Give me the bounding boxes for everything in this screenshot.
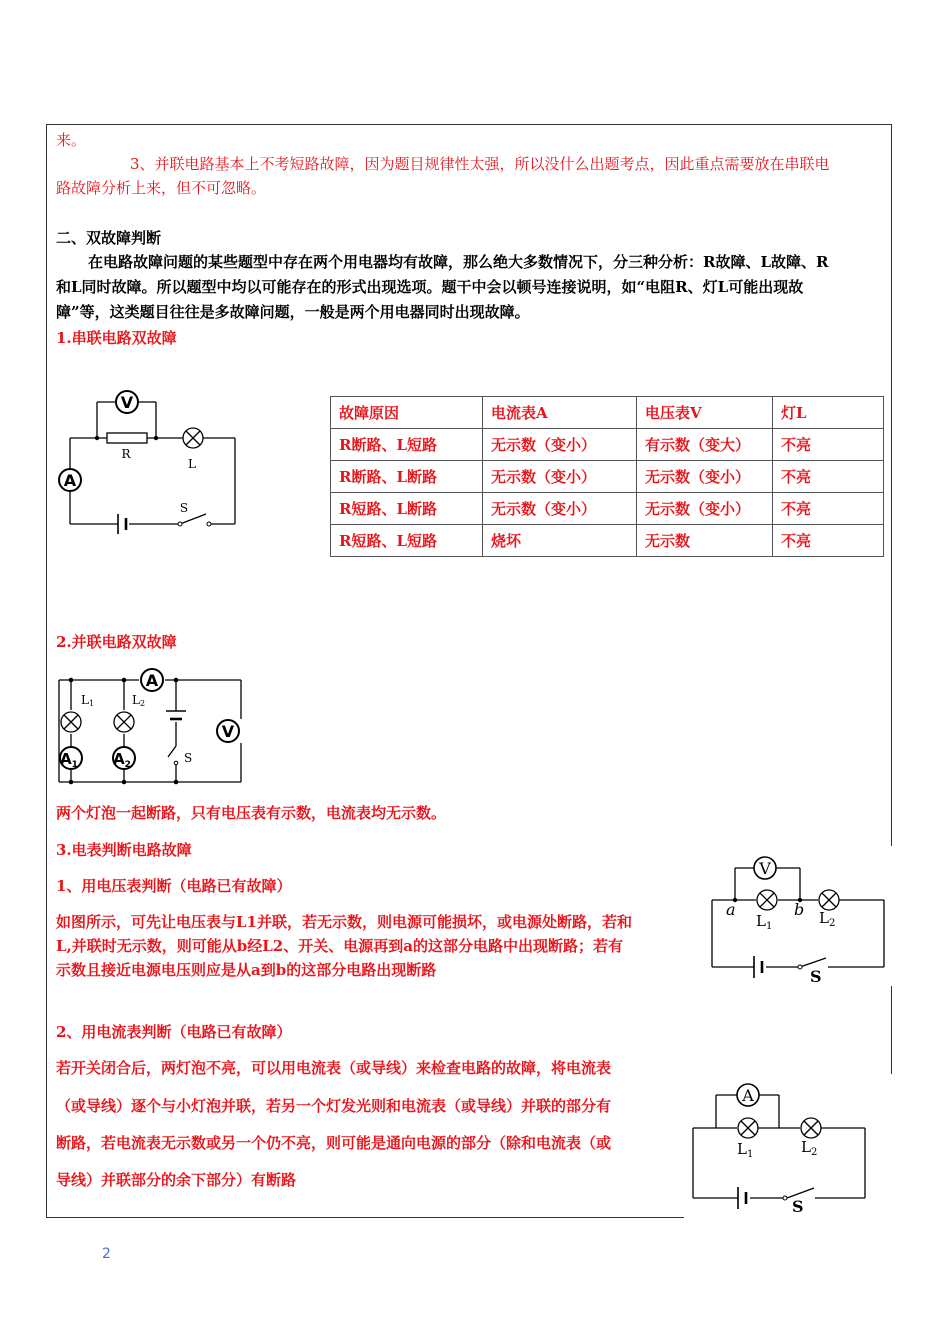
series-circuit-diagram (56, 390, 236, 540)
table-cell: 不亮 (773, 525, 884, 557)
lamp-l2-label: L2 (132, 693, 146, 708)
table-cell: R短路、L断路 (331, 493, 483, 525)
table-cell: 烧坏 (483, 525, 637, 557)
ammeter-a2-icon (113, 747, 135, 770)
fault-table (330, 396, 884, 557)
table-cell: 无示数（变小） (483, 493, 637, 525)
table-cell: R短路、L短路 (331, 525, 483, 557)
switch-label: S (810, 967, 822, 986)
parallel-conclusion: 两个灯泡一起断路，只有电压表有示数，电流表均无示数。 (56, 804, 447, 822)
ammeter-a1-icon (60, 747, 82, 770)
svg-text:A: A (742, 1086, 754, 1105)
table-cell: 无示数（变小） (637, 493, 773, 525)
table-cell: 不亮 (773, 493, 884, 525)
table-header-cell: 电流表A (483, 397, 637, 429)
parallel-heading: 2.并联电路双故障 (56, 633, 177, 651)
ammeter-method-line-1: 若开关闭合后，两灯泡不亮，可以用电流表（或导线）来检查电路的故障，将电流表 (56, 1059, 612, 1077)
lamp-l2-icon (801, 1118, 821, 1138)
lamp-l1-icon (61, 712, 81, 732)
voltmeter-method-line-2: L,并联时无示数，则可能从b经L2、开关、电源再到a的这部分电路中出现断路；若有 (56, 937, 623, 955)
voltmeter-icon (217, 720, 239, 742)
ammeter-method-line-4: 导线）并联部分的余下部分）有断路 (56, 1171, 297, 1189)
svg-text:V: V (221, 722, 235, 741)
intro-line-1: 来。 (56, 131, 87, 149)
voltmeter-icon (754, 857, 776, 879)
voltmeter-icon (116, 391, 138, 413)
node-a-label: a (726, 900, 736, 919)
section-paragraph-line-1: 在电路故障问题的某些题型中存在两个用电器均有故障，那么绝大多数情况下，分三种分析：R故障、L故障、R (88, 253, 829, 271)
svg-text:V: V (120, 393, 134, 412)
table-row (331, 493, 884, 525)
resistor-label: R (121, 447, 131, 461)
voltmeter-check-circuit (708, 852, 888, 986)
meter-heading: 3.电表判断电路故障 (56, 841, 192, 859)
series-heading: 1.串联电路双故障 (56, 329, 177, 347)
lamp-label: L (188, 457, 196, 471)
switch-label: S (184, 751, 193, 765)
table-cell: 无示数（变小） (483, 429, 637, 461)
table-header-row (331, 397, 884, 429)
table-cell: 不亮 (773, 461, 884, 493)
section-heading: 二、双故障判断 (56, 229, 162, 247)
svg-text:A1: $A_1$ (60, 750, 78, 770)
ammeter-method-heading: 2、用电流表判断（电路已有故障） (56, 1023, 292, 1041)
voltmeter-method-line-1: 如图所示，可先让电压表与L1并联，若无示数，则电源可能损坏，或电源处断路，若和 (56, 913, 632, 931)
table-header-cell: 电压表V (637, 397, 773, 429)
resistor-symbol (107, 433, 147, 443)
table-cell: R断路、L短路 (331, 429, 483, 461)
svg-text:V: V (759, 859, 771, 878)
voltmeter-method-line-3: 示数且接近电源电压则应是从a到b的这部分电路出现断路 (56, 961, 437, 979)
lamp-l1-label: L1 (81, 693, 95, 708)
table-header-cell: 故障原因 (331, 397, 483, 429)
table-cell: 不亮 (773, 429, 884, 461)
table-row (331, 429, 884, 461)
svg-text:A2: $A_2$ (113, 750, 131, 770)
lamp-l1-label: $L_1$ (756, 912, 773, 932)
lamp-l1-icon (738, 1118, 758, 1138)
lamp-l2-label: $L_2$ (819, 909, 836, 929)
switch-label: S (179, 501, 189, 515)
lamp-l1-icon (757, 890, 777, 910)
intro-line-2: 3、并联电路基本上不考短路故障，因为题目规律性太强，所以没什么出题考点，因此重点需要放在串联电 (130, 155, 830, 173)
lamp-icon (183, 428, 203, 448)
lamp-l2-icon (114, 712, 134, 732)
ammeter-icon (141, 669, 163, 691)
svg-text:A: A (145, 671, 159, 690)
table-cell: R断路、L断路 (331, 461, 483, 493)
ammeter-check-circuit (690, 1078, 870, 1216)
ammeter-method-line-2: （或导线）逐个与小灯泡并联，若另一个灯发光则和电流表（或导线）并联的部分有 (56, 1097, 612, 1115)
intro-line-3: 路故障分析上来，但不可忽略。 (56, 179, 267, 197)
parallel-circuit-diagram (54, 662, 244, 787)
switch-label: S (792, 1197, 804, 1216)
svg-text:A: A (63, 471, 77, 490)
lamp-l2-label: $L_2$ (801, 1138, 818, 1158)
page-number: 2 (102, 1246, 111, 1262)
ammeter-method-line-3: 断路，若电流表无示数或另一个仍不亮，则可能是通向电源的部分（除和电流表（或 (56, 1134, 612, 1152)
voltmeter-method-heading: 1、用电压表判断（电路已有故障） (56, 877, 292, 895)
section-paragraph-line-3: 障”等，这类题目往往是多故障问题，一般是两个用电器同时出现故障。 (56, 303, 530, 321)
section-paragraph-line-2: 和L同时故障。所以题型中均以可能存在的形式出现选项。题干中会以顿号连接说明，如“电阻R、灯L可能出现故 (56, 278, 804, 296)
table-cell: 有示数（变大） (637, 429, 773, 461)
lamp-l1-label: $L_1$ (737, 1140, 754, 1160)
table-header-cell: 灯L (773, 397, 884, 429)
table-cell: 无示数 (637, 525, 773, 557)
ammeter-icon (737, 1084, 759, 1106)
table-cell: 无示数（变小） (483, 461, 637, 493)
ammeter-icon (59, 469, 81, 491)
table-cell: 无示数（变小） (637, 461, 773, 493)
lamp-l2-icon (819, 890, 839, 910)
node-b-label: b (794, 900, 805, 919)
table-row (331, 525, 884, 557)
table-row (331, 461, 884, 493)
